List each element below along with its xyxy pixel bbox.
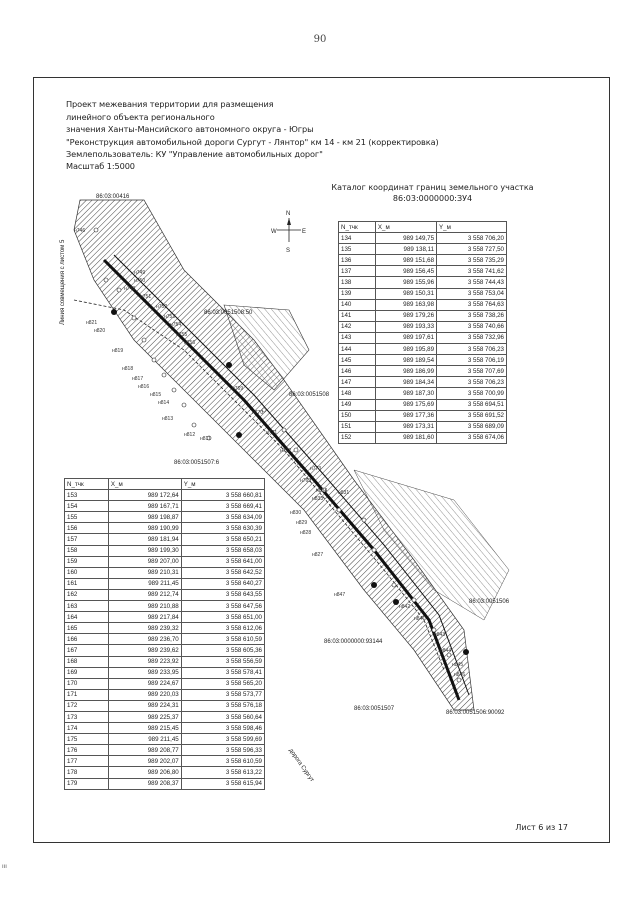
point-label: н834 bbox=[316, 488, 328, 494]
point-label: н821 bbox=[86, 320, 98, 326]
x-coordinate-cell: 989 210,31 bbox=[108, 567, 181, 578]
y-coordinate-cell: 3 558 707,69 bbox=[437, 366, 507, 377]
point-number-cell: 160 bbox=[65, 567, 109, 578]
point-number-cell: 153 bbox=[65, 490, 109, 501]
y-coordinate-cell: 3 558 741,62 bbox=[437, 266, 507, 277]
point-label: н749 bbox=[134, 270, 146, 276]
y-coordinate-cell: 3 558 596,33 bbox=[181, 745, 264, 756]
point-label: н833 bbox=[312, 496, 324, 502]
table-row bbox=[339, 344, 507, 355]
header-line-3: значения Ханты-Мансийского автономного округа - Югры bbox=[66, 124, 314, 134]
point-label: н819 bbox=[112, 348, 124, 354]
x-coordinate-cell: 989 177,36 bbox=[375, 410, 436, 421]
x-coordinate-cell: 989 167,71 bbox=[108, 501, 181, 512]
x-coordinate-cell: 989 138,11 bbox=[375, 244, 436, 255]
x-coordinate-cell: 989 150,31 bbox=[375, 288, 436, 299]
y-coordinate-cell: 3 558 706,20 bbox=[437, 233, 507, 244]
table-row bbox=[65, 678, 265, 689]
table-row bbox=[65, 667, 265, 678]
point-number-cell: 178 bbox=[65, 767, 109, 778]
table-row bbox=[65, 578, 265, 589]
x-coordinate-cell: 989 211,45 bbox=[108, 734, 181, 745]
header-line-4: "Реконструкция автомобильной дороги Сургут - Лянтор" км 14 - км 21 (корректировка) bbox=[66, 137, 439, 147]
table-row bbox=[339, 288, 507, 299]
table-row bbox=[339, 332, 507, 343]
y-coordinate-cell: 3 558 605,36 bbox=[181, 645, 264, 656]
point-number-cell: 151 bbox=[339, 421, 376, 432]
table-row bbox=[339, 255, 507, 266]
x-coordinate-cell: 989 197,61 bbox=[375, 332, 436, 343]
point-label: н843 bbox=[434, 632, 446, 638]
point-number-cell: 136 bbox=[339, 255, 376, 266]
point-number-cell: 157 bbox=[65, 534, 109, 545]
y-coordinate-cell: 3 558 753,04 bbox=[437, 288, 507, 299]
sheet-number: Лист 6 из 17 bbox=[515, 823, 568, 832]
point-number-cell: 148 bbox=[339, 388, 376, 399]
point-number-cell: 163 bbox=[65, 601, 109, 612]
point-label: н817 bbox=[132, 376, 144, 382]
point-number-cell: 176 bbox=[65, 745, 109, 756]
point-number-cell: 170 bbox=[65, 678, 109, 689]
point-label: н751 bbox=[140, 294, 152, 300]
point-label: н773 bbox=[310, 466, 322, 472]
table-row bbox=[339, 421, 507, 432]
table-row bbox=[65, 545, 265, 556]
table-row bbox=[339, 321, 507, 332]
label-cad-2508: 86:03:0051508:50 bbox=[204, 310, 253, 316]
col-point: N_тчк bbox=[65, 479, 109, 490]
point-label: н769 bbox=[232, 386, 244, 392]
point-label: н818 bbox=[122, 366, 134, 372]
y-coordinate-cell: 3 558 738,26 bbox=[437, 310, 507, 321]
corner-mark: ווו bbox=[2, 863, 7, 870]
point-label: н831 bbox=[338, 490, 350, 496]
table-row bbox=[65, 556, 265, 567]
y-coordinate-cell: 3 558 642,52 bbox=[181, 567, 264, 578]
x-coordinate-cell: 989 239,62 bbox=[108, 645, 181, 656]
point-label: н829 bbox=[296, 520, 308, 526]
point-label: н842 bbox=[399, 604, 411, 610]
x-coordinate-cell: 989 233,95 bbox=[108, 667, 181, 678]
y-coordinate-cell: 3 558 641,00 bbox=[181, 556, 264, 567]
point-number-cell: 171 bbox=[65, 689, 109, 700]
x-coordinate-cell: 989 186,99 bbox=[375, 366, 436, 377]
x-coordinate-cell: 989 208,77 bbox=[108, 745, 181, 756]
x-coordinate-cell: 989 184,34 bbox=[375, 377, 436, 388]
table-row bbox=[339, 388, 507, 399]
y-coordinate-cell: 3 558 634,09 bbox=[181, 512, 264, 523]
table-row bbox=[339, 377, 507, 388]
point-number-cell: 138 bbox=[339, 277, 376, 288]
x-coordinate-cell: 989 163,98 bbox=[375, 299, 436, 310]
x-coordinate-cell: 989 189,54 bbox=[375, 355, 436, 366]
point-number-cell: 167 bbox=[65, 645, 109, 656]
x-coordinate-cell: 989 195,89 bbox=[375, 344, 436, 355]
x-coordinate-cell: 989 215,45 bbox=[108, 723, 181, 734]
x-coordinate-cell: 989 155,96 bbox=[375, 277, 436, 288]
table-row bbox=[65, 534, 265, 545]
x-coordinate-cell: 989 223,92 bbox=[108, 656, 181, 667]
catalog-parcel: 86:03:0000000:ЗУ4 bbox=[392, 194, 473, 203]
point-label: н812 bbox=[184, 432, 196, 438]
point-label: н816 bbox=[138, 384, 150, 390]
point-label: н746 bbox=[74, 228, 86, 234]
x-coordinate-cell: 989 173,31 bbox=[375, 421, 436, 432]
point-number-cell: 159 bbox=[65, 556, 109, 567]
y-coordinate-cell: 3 558 610,59 bbox=[181, 634, 264, 645]
x-coordinate-cell: 989 217,84 bbox=[108, 612, 181, 623]
table-row bbox=[65, 734, 265, 745]
point-label: н815 bbox=[150, 392, 162, 398]
point-number-cell: 164 bbox=[65, 612, 109, 623]
y-coordinate-cell: 3 558 689,09 bbox=[437, 421, 507, 432]
x-coordinate-cell: 989 172,64 bbox=[108, 490, 181, 501]
point-number-cell: 147 bbox=[339, 377, 376, 388]
page-number: 90 bbox=[313, 34, 327, 45]
point-number-cell: 165 bbox=[65, 623, 109, 634]
point-number-cell: 135 bbox=[339, 244, 376, 255]
point-number-cell: 173 bbox=[65, 711, 109, 722]
table-row bbox=[65, 645, 265, 656]
x-coordinate-cell: 989 210,88 bbox=[108, 601, 181, 612]
x-coordinate-cell: 989 193,33 bbox=[375, 321, 436, 332]
y-coordinate-cell: 3 558 700,99 bbox=[437, 388, 507, 399]
label-cad-1506: 86:03:0051506 bbox=[469, 599, 510, 605]
point-number-cell: 154 bbox=[65, 501, 109, 512]
point-number-cell: 177 bbox=[65, 756, 109, 767]
col-point: N_тчк bbox=[339, 222, 376, 233]
north-label: N bbox=[286, 211, 291, 217]
table-row bbox=[339, 366, 507, 377]
point-label: н752 bbox=[156, 304, 168, 310]
x-coordinate-cell: 989 190,99 bbox=[108, 523, 181, 534]
y-coordinate-cell: 3 558 573,77 bbox=[181, 689, 264, 700]
coords-table-lower bbox=[64, 478, 265, 790]
y-coordinate-cell: 3 558 650,21 bbox=[181, 534, 264, 545]
coords-table-upper bbox=[338, 221, 507, 444]
point-label: н811 bbox=[200, 436, 211, 442]
y-coordinate-cell: 3 558 565,20 bbox=[181, 678, 264, 689]
table-row bbox=[65, 601, 265, 612]
point-label: н756 bbox=[184, 340, 196, 346]
col-y: Y_м bbox=[181, 479, 264, 490]
point-label: н844 bbox=[440, 648, 452, 654]
label-cad-1508: 86:03:0051508 bbox=[289, 392, 330, 398]
table-row bbox=[339, 410, 507, 421]
x-coordinate-cell: 989 181,94 bbox=[108, 534, 181, 545]
table-row bbox=[339, 266, 507, 277]
point-number-cell: 140 bbox=[339, 299, 376, 310]
table-row bbox=[65, 623, 265, 634]
table-row bbox=[339, 355, 507, 366]
y-coordinate-cell: 3 558 669,41 bbox=[181, 501, 264, 512]
table-row bbox=[65, 490, 265, 501]
x-coordinate-cell: 989 212,74 bbox=[108, 589, 181, 600]
x-coordinate-cell: 989 208,37 bbox=[108, 778, 181, 789]
x-coordinate-cell: 989 199,30 bbox=[108, 545, 181, 556]
label-road: дорога Сургут bbox=[287, 747, 315, 784]
point-number-cell: 152 bbox=[339, 432, 376, 443]
y-coordinate-cell: 3 558 556,59 bbox=[181, 656, 264, 667]
y-coordinate-cell: 3 558 744,43 bbox=[437, 277, 507, 288]
point-number-cell: 168 bbox=[65, 656, 109, 667]
x-coordinate-cell: 989 187,30 bbox=[375, 388, 436, 399]
y-coordinate-cell: 3 558 764,63 bbox=[437, 299, 507, 310]
y-coordinate-cell: 3 558 658,03 bbox=[181, 545, 264, 556]
point-label: н820 bbox=[94, 328, 106, 334]
y-coordinate-cell: 3 558 691,52 bbox=[437, 410, 507, 421]
point-label: н750 bbox=[134, 278, 146, 284]
point-number-cell: 144 bbox=[339, 344, 376, 355]
point-label: н748 bbox=[124, 286, 136, 292]
header-line-2: линейного объекта регионального bbox=[66, 112, 215, 122]
label-top-code: 86:03:00416 bbox=[96, 194, 130, 200]
col-x: X_м bbox=[108, 479, 181, 490]
point-label: н827 bbox=[312, 552, 324, 558]
table-row bbox=[65, 689, 265, 700]
point-number-cell: 166 bbox=[65, 634, 109, 645]
y-coordinate-cell: 3 558 599,69 bbox=[181, 734, 264, 745]
point-label: н814 bbox=[158, 400, 170, 406]
east-label: E bbox=[302, 229, 307, 235]
col-y: Y_м bbox=[437, 222, 507, 233]
table-row bbox=[65, 612, 265, 623]
side-note: Линия совмещения с листом 5 bbox=[60, 239, 66, 325]
y-coordinate-cell: 3 558 610,59 bbox=[181, 756, 264, 767]
x-coordinate-cell: 989 211,45 bbox=[108, 578, 181, 589]
y-coordinate-cell: 3 558 706,23 bbox=[437, 377, 507, 388]
y-coordinate-cell: 3 558 674,06 bbox=[437, 432, 507, 443]
x-coordinate-cell: 989 149,75 bbox=[375, 233, 436, 244]
y-coordinate-cell: 3 558 578,41 bbox=[181, 667, 264, 678]
y-coordinate-cell: 3 558 598,46 bbox=[181, 723, 264, 734]
y-coordinate-cell: 3 558 735,29 bbox=[437, 255, 507, 266]
x-coordinate-cell: 989 236,70 bbox=[108, 634, 181, 645]
table-row bbox=[339, 432, 507, 443]
point-number-cell: 169 bbox=[65, 667, 109, 678]
y-coordinate-cell: 3 558 647,56 bbox=[181, 601, 264, 612]
point-label: н847 bbox=[334, 592, 346, 598]
point-label: н830 bbox=[290, 510, 302, 516]
x-coordinate-cell: 989 198,87 bbox=[108, 512, 181, 523]
point-label: н772 bbox=[280, 448, 292, 454]
north-arrow-icon bbox=[277, 218, 301, 242]
y-coordinate-cell: 3 558 640,27 bbox=[181, 578, 264, 589]
point-number-cell: 175 bbox=[65, 734, 109, 745]
point-label: н846 bbox=[454, 672, 466, 678]
x-coordinate-cell: 989 175,69 bbox=[375, 399, 436, 410]
x-coordinate-cell: 989 156,45 bbox=[375, 266, 436, 277]
table-row bbox=[65, 745, 265, 756]
table-row bbox=[339, 244, 507, 255]
point-label: н755 bbox=[176, 332, 188, 338]
y-coordinate-cell: 3 558 576,18 bbox=[181, 700, 264, 711]
y-coordinate-cell: 3 558 613,22 bbox=[181, 767, 264, 778]
table-row bbox=[339, 299, 507, 310]
x-coordinate-cell: 989 179,26 bbox=[375, 310, 436, 321]
x-coordinate-cell: 989 202,07 bbox=[108, 756, 181, 767]
table-row bbox=[65, 700, 265, 711]
y-coordinate-cell: 3 558 651,00 bbox=[181, 612, 264, 623]
point-number-cell: 150 bbox=[339, 410, 376, 421]
label-cad-93144: 86:03:0000000:93144 bbox=[324, 639, 383, 645]
x-coordinate-cell: 989 181,60 bbox=[375, 432, 436, 443]
point-number-cell: 149 bbox=[339, 399, 376, 410]
y-coordinate-cell: 3 558 660,81 bbox=[181, 490, 264, 501]
point-number-cell: 139 bbox=[339, 288, 376, 299]
header-line-1: Проект межевания территории для размещения bbox=[66, 99, 274, 109]
map-scale: Масштаб 1:5000 bbox=[66, 161, 135, 171]
table-row bbox=[65, 756, 265, 767]
point-label: н770 bbox=[252, 410, 264, 416]
x-coordinate-cell: 989 224,67 bbox=[108, 678, 181, 689]
point-label: н771 bbox=[266, 430, 278, 436]
catalog-title: Каталог координат границ земельного участка bbox=[331, 183, 534, 192]
point-number-cell: 145 bbox=[339, 355, 376, 366]
point-number-cell: 172 bbox=[65, 700, 109, 711]
y-coordinate-cell: 3 558 560,64 bbox=[181, 711, 264, 722]
y-coordinate-cell: 3 558 732,96 bbox=[437, 332, 507, 343]
label-cad-1507: 86:03:0051507 bbox=[354, 706, 395, 712]
table-row bbox=[339, 399, 507, 410]
point-label: н763 bbox=[300, 478, 312, 484]
point-number-cell: 174 bbox=[65, 723, 109, 734]
y-coordinate-cell: 3 558 740,66 bbox=[437, 321, 507, 332]
table-row bbox=[339, 310, 507, 321]
point-number-cell: 141 bbox=[339, 310, 376, 321]
header-line-5: Землепользователь: КУ "Управление автомобильных дорог" bbox=[66, 149, 323, 159]
label-cad-1507-6: 86:03:0051507:6 bbox=[174, 460, 220, 466]
table-row bbox=[339, 277, 507, 288]
x-coordinate-cell: 989 224,31 bbox=[108, 700, 181, 711]
y-coordinate-cell: 3 558 615,94 bbox=[181, 778, 264, 789]
y-coordinate-cell: 3 558 706,19 bbox=[437, 355, 507, 366]
table-row bbox=[65, 656, 265, 667]
table-row bbox=[65, 512, 265, 523]
point-number-cell: 142 bbox=[339, 321, 376, 332]
point-label: н753 bbox=[164, 314, 176, 320]
point-number-cell: 179 bbox=[65, 778, 109, 789]
table-row bbox=[65, 567, 265, 578]
south-label: S bbox=[286, 248, 291, 254]
y-coordinate-cell: 3 558 694,51 bbox=[437, 399, 507, 410]
point-number-cell: 155 bbox=[65, 512, 109, 523]
x-coordinate-cell: 989 220,03 bbox=[108, 689, 181, 700]
x-coordinate-cell: 989 225,37 bbox=[108, 711, 181, 722]
point-number-cell: 134 bbox=[339, 233, 376, 244]
x-coordinate-cell: 989 151,68 bbox=[375, 255, 436, 266]
table-row bbox=[65, 523, 265, 534]
point-label: н828 bbox=[300, 530, 312, 536]
y-coordinate-cell: 3 558 643,55 bbox=[181, 589, 264, 600]
point-number-cell: 158 bbox=[65, 545, 109, 556]
table-row bbox=[65, 711, 265, 722]
y-coordinate-cell: 3 558 612,06 bbox=[181, 623, 264, 634]
point-number-cell: 156 bbox=[65, 523, 109, 534]
table-row bbox=[65, 767, 265, 778]
x-coordinate-cell: 989 206,80 bbox=[108, 767, 181, 778]
col-x: X_м bbox=[375, 222, 436, 233]
west-label: W bbox=[271, 229, 277, 235]
point-number-cell: 146 bbox=[339, 366, 376, 377]
point-label: н754 bbox=[170, 322, 182, 328]
table-row bbox=[65, 501, 265, 512]
point-label: н841 bbox=[414, 616, 426, 622]
table-row bbox=[339, 233, 507, 244]
y-coordinate-cell: 3 558 706,23 bbox=[437, 344, 507, 355]
point-number-cell: 137 bbox=[339, 266, 376, 277]
table-row bbox=[65, 589, 265, 600]
x-coordinate-cell: 989 207,00 bbox=[108, 556, 181, 567]
point-number-cell: 161 bbox=[65, 578, 109, 589]
point-number-cell: 143 bbox=[339, 332, 376, 343]
table-row bbox=[65, 723, 265, 734]
y-coordinate-cell: 3 558 630,39 bbox=[181, 523, 264, 534]
y-coordinate-cell: 3 558 727,50 bbox=[437, 244, 507, 255]
table-row bbox=[65, 634, 265, 645]
point-label: н845 bbox=[452, 662, 464, 668]
point-number-cell: 162 bbox=[65, 589, 109, 600]
label-cad-1506-90: 86:03:0051506:90092 bbox=[446, 710, 505, 716]
point-label: н813 bbox=[162, 416, 174, 422]
x-coordinate-cell: 989 239,32 bbox=[108, 623, 181, 634]
table-row bbox=[65, 778, 265, 789]
